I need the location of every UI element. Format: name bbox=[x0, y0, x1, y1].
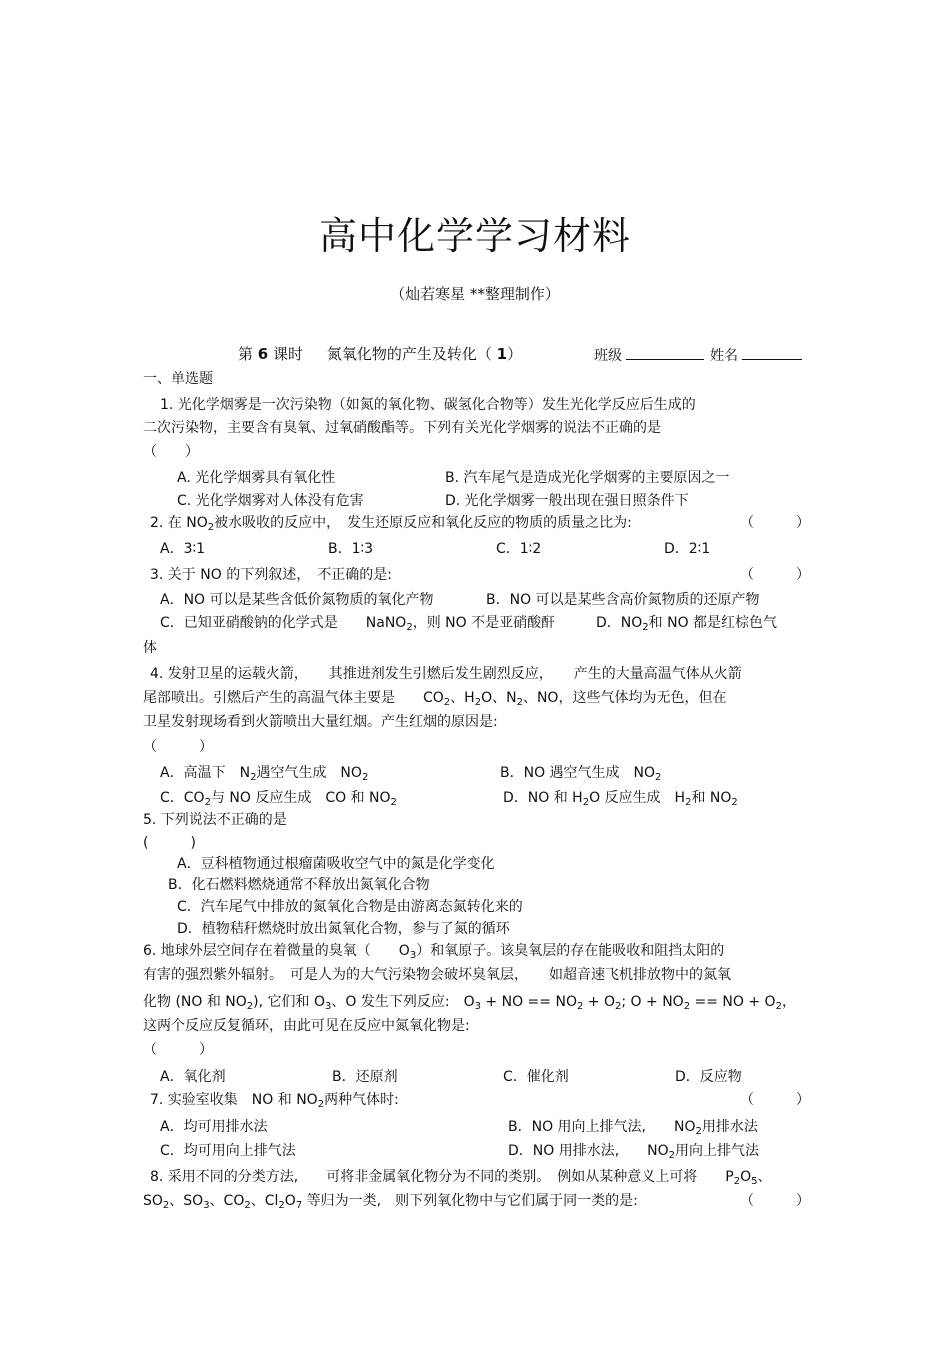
q7-option-a: A．均可用排水法 bbox=[160, 1119, 268, 1135]
q8-line2 bbox=[143, 1192, 638, 1210]
q4-option-d bbox=[503, 789, 738, 807]
q4-d-s2: 2 bbox=[685, 797, 692, 808]
q7-b-pre: B．NO 用向上排气法, NO bbox=[508, 1119, 696, 1135]
q6-l3-s3: 3 bbox=[474, 1001, 481, 1012]
q6-l3-e: + O bbox=[583, 994, 615, 1010]
q3-option-c bbox=[160, 614, 555, 632]
q6-option-b: B．还原剂 bbox=[332, 1069, 398, 1085]
q4-option-a bbox=[160, 764, 368, 782]
name-field bbox=[710, 345, 802, 365]
q6-l1-post: ）和氧原子。该臭氧层的存在能吸收和阻挡太阳的 bbox=[416, 943, 725, 959]
q7-d-s: 2 bbox=[668, 1150, 676, 1161]
q8-l2-s2: 3 bbox=[203, 1200, 210, 1211]
q6-line3 bbox=[143, 993, 796, 1011]
q2-option-b: B．1∶3 bbox=[328, 541, 374, 557]
q6-option-c: C．催化剂 bbox=[503, 1069, 569, 1085]
q3-c-sub: 2 bbox=[406, 622, 413, 633]
q1-option-a: A. 光化学烟雾具有氧化性 bbox=[177, 470, 336, 486]
q5-stem: 5. 下列说法不正确的是 bbox=[143, 812, 287, 828]
class-blank[interactable] bbox=[626, 345, 704, 360]
q6-l3-f: ; O + NO bbox=[621, 994, 684, 1010]
q2-option-c: C．1∶2 bbox=[496, 541, 542, 557]
page-subtitle: （灿若寒星 **整理制作） bbox=[390, 285, 560, 303]
q3-option-d bbox=[596, 614, 777, 632]
class-field bbox=[594, 345, 704, 365]
q2-option-a: A．3∶1 bbox=[160, 541, 206, 557]
q4-l2-s2: 2 bbox=[474, 697, 482, 708]
q4-line1: 4. 发射卫星的运载火箭， 其推进剂发生引燃后发生剧烈反应， 产生的大量高温气体从火箭 bbox=[150, 666, 742, 682]
q5-option-c: C．汽车尾气中排放的氮氧化合物是由游离态氮转化来的 bbox=[177, 899, 523, 915]
q4-line3: 卫星发射现场看到火箭喷出大量红烟。产生红烟的原因是: bbox=[143, 714, 498, 730]
q4-c-pre: C．CO bbox=[160, 790, 205, 806]
class-label: 班级 bbox=[594, 348, 622, 364]
q1-option-b: B. 汽车尾气是造成光化学烟雾的主要原因之一 bbox=[445, 470, 730, 486]
section-heading: 一、单选题 bbox=[143, 371, 213, 387]
q4-option-c bbox=[160, 789, 397, 807]
q6-l3-s6: 2 bbox=[683, 1001, 691, 1012]
q3-paren: （ ） bbox=[740, 567, 810, 583]
q4-c-s1: 2 bbox=[204, 797, 211, 808]
q5-paren: ( ) bbox=[143, 835, 196, 851]
q7-option-d bbox=[508, 1142, 759, 1160]
q4-d-s3: 2 bbox=[731, 797, 738, 808]
q4-c-s2: 2 bbox=[390, 797, 397, 808]
q2-sub: 2 bbox=[207, 522, 215, 533]
q4-a-mid: 遇空气生成 NO bbox=[256, 765, 362, 781]
q4-d-post: 和 NO bbox=[691, 790, 732, 806]
q7-post: 两种气体时: bbox=[324, 1092, 399, 1108]
q8-l2-s5: 7 bbox=[295, 1200, 303, 1211]
q3-option-a: A．NO 可以是某些含低价氮物质的氧化产物 bbox=[160, 592, 434, 608]
q6-option-d: D．反应物 bbox=[675, 1069, 742, 1085]
q4-option-b bbox=[500, 764, 661, 782]
q8-line1 bbox=[150, 1168, 771, 1186]
q8-l2-d: 、Cl bbox=[250, 1193, 279, 1209]
q6-l3-s5: 2 bbox=[615, 1001, 622, 1012]
q3-option-b: B．NO 可以是某些含高价氮物质的还原产物 bbox=[486, 592, 760, 608]
q7-sub: 2 bbox=[317, 1099, 325, 1110]
q4-l2-s3: 2 bbox=[516, 697, 523, 708]
q4-d-s1: 2 bbox=[582, 797, 590, 808]
q7-pre: 7. 实验室收集 NO 和 NO bbox=[150, 1092, 318, 1108]
lesson-prefix: 第 bbox=[238, 345, 254, 363]
q2-stem-pre: 2. 在 NO bbox=[150, 515, 208, 531]
topic-num: 1 bbox=[496, 345, 508, 363]
q4-a-s1: 2 bbox=[250, 772, 257, 783]
lesson-topic: 氮氧化物的产生及转化（ bbox=[326, 345, 492, 363]
q6-l3-a: 化物 (NO 和 NO bbox=[143, 994, 247, 1010]
q8-l2-s4: 2 bbox=[278, 1200, 285, 1211]
q6-line1 bbox=[143, 942, 724, 960]
q4-d-mid: O 反应生成 H bbox=[589, 790, 686, 806]
q8-l2-s3: 2 bbox=[244, 1200, 251, 1211]
q8-l1-s1: 2 bbox=[733, 1176, 741, 1187]
q6-l3-s7: 2 bbox=[775, 1001, 782, 1012]
q7-d-post: 用向上排气法 bbox=[675, 1143, 760, 1159]
q2-option-d: D．2∶1 bbox=[664, 541, 711, 557]
q7-d-pre: D．NO 用排水法, NO bbox=[508, 1143, 669, 1159]
q4-d-pre: D．NO 和 H bbox=[503, 790, 583, 806]
q6-l3-s4: 2 bbox=[576, 1001, 584, 1012]
q8-paren: （ ） bbox=[740, 1193, 810, 1209]
lesson-suffix: 课时 bbox=[273, 345, 304, 363]
q3-option-d-post: 和 NO 都是红棕色气 bbox=[648, 615, 778, 631]
q6-line4: 这两个反应反复循环，由此可见在反应中氮氧化物是: bbox=[143, 1018, 470, 1034]
q3-option-d-pre: D．NO bbox=[596, 615, 643, 631]
q4-b-s1: 2 bbox=[655, 772, 662, 783]
q2-paren: （ ） bbox=[740, 515, 810, 531]
q4-b-pre: B．NO 遇空气生成 NO bbox=[500, 765, 656, 781]
q4-l2-d: 、NO，这些气体均为无色，但在 bbox=[522, 690, 727, 706]
page-title: 高中化学学习材料 bbox=[318, 214, 631, 258]
q4-c-mid: 与 NO 反应生成 CO 和 NO bbox=[210, 790, 391, 806]
name-label: 姓名 bbox=[710, 348, 738, 364]
q7-option-c: C．均可用向上排气法 bbox=[160, 1143, 296, 1159]
q4-a-s2: 2 bbox=[361, 772, 369, 783]
q3-option-c-pre: C．已知亚硝酸钠的化学式是 NaNO bbox=[160, 615, 407, 631]
q4-l2-c: O、N bbox=[481, 690, 517, 706]
q3-option-c-post: ，则 NO 不是亚硝酸酐 bbox=[412, 615, 556, 631]
q4-l2-s1: 2 bbox=[443, 697, 451, 708]
q6-line2: 有害的强烈紫外辐射。 可是人为的大气污染物会破坏臭氧层， 如超音速飞机排放物中的氮氧 bbox=[143, 967, 731, 983]
q8-l2-post: 等归为一类, 则下列氧化物中与它们属于同一类的是: bbox=[302, 1193, 638, 1209]
q8-l2-b: 、SO bbox=[169, 1193, 204, 1209]
q6-l3-b: ), 它们和 O bbox=[253, 994, 326, 1010]
q1-option-c: C. 光化学烟雾对人体没有危害 bbox=[177, 493, 364, 509]
q6-l3-h: ， bbox=[781, 994, 796, 1010]
lesson-header bbox=[238, 345, 522, 363]
q7-option-b bbox=[508, 1118, 758, 1136]
q5-option-d: D．植物秸秆燃烧时放出氮氧化合物，参与了氮的循环 bbox=[177, 921, 510, 937]
q7-paren: （ ） bbox=[740, 1092, 810, 1108]
q8-l1-m: O bbox=[740, 1169, 752, 1185]
q6-l3-s2: 3 bbox=[325, 1001, 332, 1012]
q3-stem: 3. 关于 NO 的下列叙述， 不正确的是: bbox=[150, 567, 392, 583]
q3-d-sub: 2 bbox=[642, 622, 649, 633]
q1-line2: 二次污染物，主要含有臭氧、过氧硝酸酯等。下列有关光化学烟雾的说法不正确的是 bbox=[143, 420, 661, 436]
q6-l3-d: + NO == NO bbox=[480, 994, 577, 1010]
q8-l1-pre: 8. 采用不同的分类方法, 可将非金属氧化物分为不同的类别。 例如从某种意义上可将 P bbox=[150, 1169, 734, 1185]
q6-l3-s1: 2 bbox=[246, 1001, 254, 1012]
q1-option-d: D. 光化学烟雾一般出现在强日照条件下 bbox=[445, 493, 689, 509]
q5-option-a: A．豆科植物通过根瘤菌吸收空气中的氮是化学变化 bbox=[177, 856, 495, 872]
q7-stem bbox=[150, 1091, 399, 1109]
q6-l1-s: 3 bbox=[409, 950, 417, 961]
q8-l1-s2: 5 bbox=[751, 1176, 758, 1187]
q8-l1-post: 、 bbox=[757, 1169, 772, 1185]
q4-paren: （ ） bbox=[143, 739, 213, 755]
q7-b-post: 用排水法 bbox=[701, 1119, 758, 1135]
lesson-num: 6 bbox=[257, 345, 269, 363]
q4-line2 bbox=[143, 689, 726, 707]
q7-b-s: 2 bbox=[695, 1126, 702, 1137]
q6-option-a: A．氧化剂 bbox=[160, 1069, 226, 1085]
q6-l3-c: 、O 发生下列反应: O bbox=[331, 994, 475, 1010]
q8-l2-c: 、CO bbox=[209, 1193, 245, 1209]
q1-line1: 1. 光化学烟雾是一次污染物（如氮的氧化物、碳氢化合物等）发生光化学反应后生成的 bbox=[160, 397, 696, 413]
q6-l3-g: == NO + O bbox=[690, 994, 776, 1010]
q2-stem bbox=[150, 514, 632, 532]
name-blank[interactable] bbox=[742, 345, 802, 360]
q4-l2-b: 、H bbox=[450, 690, 475, 706]
topic-close: ） bbox=[507, 345, 523, 363]
q8-l2-e: O bbox=[284, 1193, 296, 1209]
q6-paren: （ ） bbox=[143, 1042, 213, 1058]
q4-a-pre: A．高温下 N bbox=[160, 765, 251, 781]
q3-option-d-cont: 体 bbox=[143, 640, 157, 656]
q6-l1-pre: 6. 地球外层空间存在着微量的臭氧（ O bbox=[143, 943, 410, 959]
q8-l2-s1: 2 bbox=[162, 1200, 170, 1211]
q5-option-b: B．化石燃料燃烧通常不释放出氮氧化合物 bbox=[168, 877, 430, 893]
q1-paren: （ ） bbox=[143, 444, 199, 460]
q8-l2-a: SO bbox=[143, 1193, 163, 1209]
q4-l2-a: 尾部喷出。引燃后产生的高温气体主要是 CO bbox=[143, 690, 444, 706]
q2-stem-post: 被水吸收的反应中， 发生还原反应和氧化反应的物质的质量之比为: bbox=[214, 515, 632, 531]
